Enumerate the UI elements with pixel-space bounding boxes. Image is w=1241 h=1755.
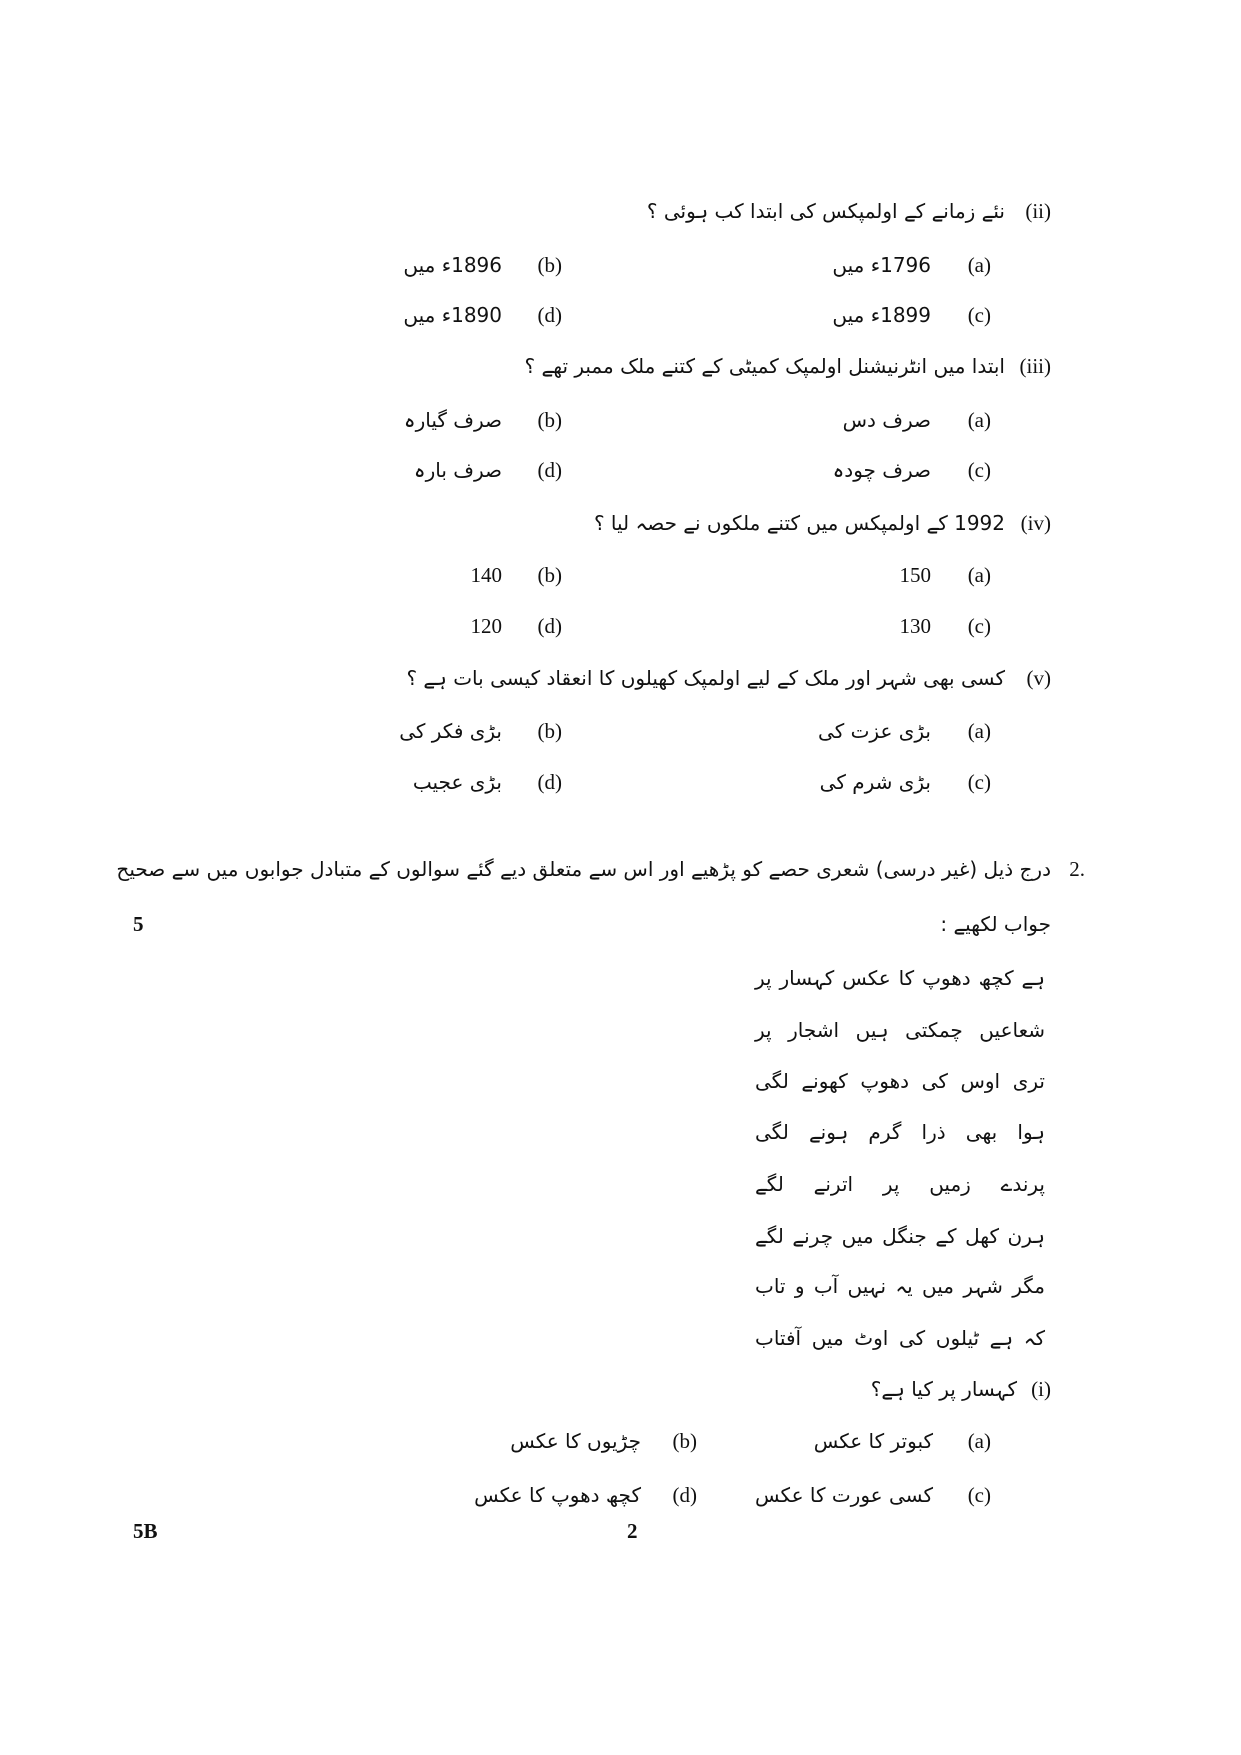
q1-iv-option-d-text: 120 [470,614,502,638]
q2-i-option-c-label: (c) [967,1483,991,1507]
q1-iii-option-a-text: صرف دس [842,408,931,432]
poem-line-4: ہوا بھی ذرا گرم ہونے لگی [755,1120,1045,1144]
q2-i-option-d-text: کچھ دھوپ کا عکس [474,1483,641,1507]
q1-v-option-c-text: بڑی شرم کی [819,770,931,794]
q2-i-option-a-label: (a) [967,1429,991,1453]
q1-v-option-d-text: بڑی عجیب [412,770,502,794]
q1-iv-option-c-text: 130 [899,614,931,638]
q1-v-option-d-label: (d) [537,770,562,794]
poem-line-8: کہ ہے ٹیلوں کی اوٹ میں آفتاب [755,1326,1045,1350]
q2-i-number: (i) [1031,1377,1051,1401]
q1-v-option-c-label: (c) [967,770,991,794]
q1-ii-number: (ii) [1025,199,1051,223]
q1-ii-option-c-text: 1899ء میں [832,303,931,327]
q2-i-option-b-label: (b) [672,1429,697,1453]
page-number: 2 [627,1519,638,1543]
q2-i-option-c-text: کسی عورت کا عکس [755,1483,933,1507]
q1-iii-option-b-text: صرف گیارہ [403,408,502,432]
q1-iii-option-c-text: صرف چودہ [832,458,931,482]
q2-i-question: کہسار پر کیا ہے؟ [870,1377,1017,1401]
q1-ii-option-d-text: 1890ء میں [403,303,502,327]
q1-iv-option-a-text: 150 [899,563,931,587]
poem-line-7: مگر شہر میں یہ نہیں آب و تاب [755,1274,1045,1298]
q1-ii-question: نئے زمانے کے اولمپکس کی ابتدا کب ہوئی ؟ [646,199,1005,223]
paper-code: 5B [133,1519,158,1543]
q1-ii-option-d-label: (d) [537,303,562,327]
q2-i-option-d-label: (d) [672,1483,697,1507]
q1-v-option-b-label: (b) [537,719,562,743]
poem-line-3: تری اوس کی دھوپ کھونے لگی [755,1069,1045,1093]
q1-iii-option-a-label: (a) [967,408,991,432]
q1-v-option-a-text: بڑی عزت کی [818,719,931,743]
q1-ii-option-c-label: (c) [967,303,991,327]
poem-line-6: ہرن کھل کے جنگل میں چرنے لگے [755,1224,1045,1248]
q1-ii-option-b-text: 1896ء میں [403,253,502,277]
q1-ii-option-a-label: (a) [967,253,991,277]
q1-v-option-b-text: بڑی فکر کی [399,719,502,743]
q1-ii-option-b-label: (b) [537,253,562,277]
q1-iii-question: ابتدا میں انٹرنیشنل اولمپک کمیٹی کے کتنے ملک ممبر تھے ؟ [524,354,1005,378]
poem-line-2: شعاعیں چمکتی ہیں اشجار پر [755,1018,1045,1042]
q1-iv-number: (iv) [1020,511,1051,535]
q2-number: 2. [1069,857,1085,881]
q1-iv-question: 1992 کے اولمپکس میں کتنے ملکوں نے حصہ لیا ؟ [593,511,1005,535]
q2-instruction-line-1: درج ذیل (غیر درسی) شعری حصے کو پڑھیے اور اس سے متعلق دیے گئے سوالوں کے متبادل جوابوں میں سے صحیح [116,857,1051,881]
q1-iii-option-d-label: (d) [537,458,562,482]
poem-line-5: پرندے زمیں پر اترنے لگے [755,1172,1045,1196]
q1-iv-option-a-label: (a) [967,563,991,587]
q2-i-option-a-text: کبوتر کا عکس [813,1429,933,1453]
q1-iii-option-d-text: صرف بارہ [413,458,502,482]
q1-iv-option-d-label: (d) [537,614,562,638]
q1-v-question: کسی بھی شہر اور ملک کے لیے اولمپک کھیلوں کا انعقاد کیسی بات ہے ؟ [406,666,1005,690]
q2-i-option-b-text: چڑیوں کا عکس [510,1429,641,1453]
q1-iv-option-b-text: 140 [470,563,502,587]
q2-marks: 5 [133,912,144,936]
q1-ii-option-a-text: 1796ء میں [832,253,931,277]
q1-v-option-a-label: (a) [967,719,991,743]
q1-iv-option-b-label: (b) [537,563,562,587]
q1-iii-option-c-label: (c) [967,458,991,482]
q1-iv-option-c-label: (c) [967,614,991,638]
q1-iii-option-b-label: (b) [537,408,562,432]
poem-line-1: ہے کچھ دھوپ کا عکس کہسار پر [755,966,1045,990]
q1-v-number: (v) [1026,666,1051,690]
q1-iii-number: (iii) [1019,354,1051,378]
q2-instruction-line-2: جواب لکھیے : [940,912,1051,936]
